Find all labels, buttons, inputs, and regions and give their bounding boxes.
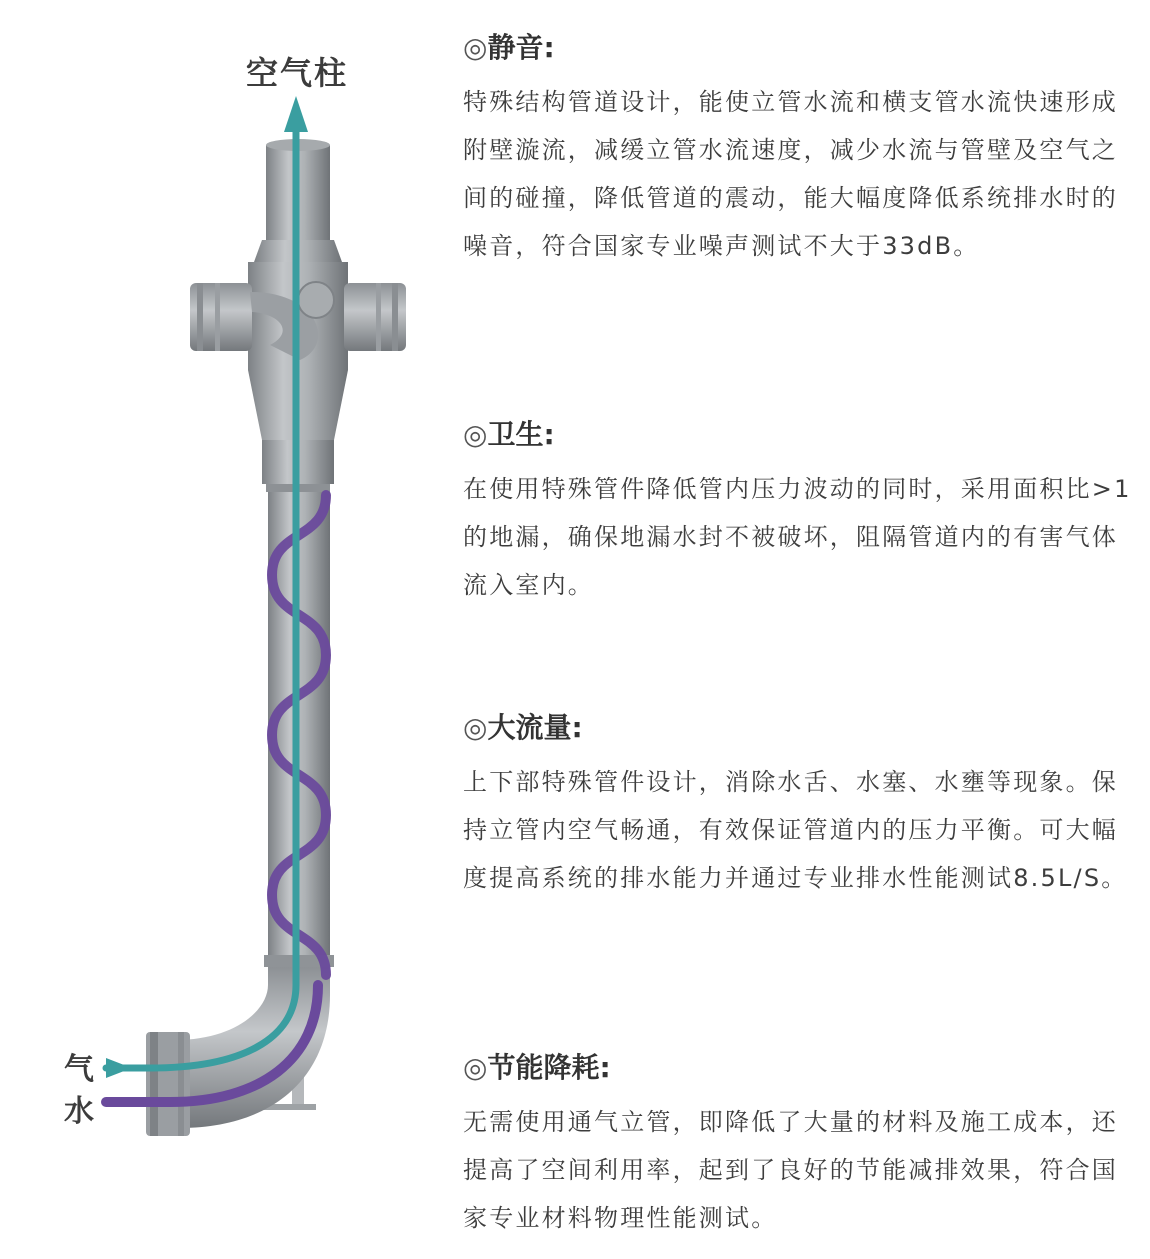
- gas-arrow-icon: [106, 1058, 132, 1078]
- circle-marker-icon: ◎: [463, 711, 488, 744]
- front-port: [298, 282, 334, 318]
- section-body: 无需使用通气立管，即降低了大量的材料及施工成本，还提高了空间利用率，起到了良好的节能减排效果，符合国家专业材料物理性能测试。: [463, 1108, 1118, 1232]
- air-column-label: 空气柱: [246, 54, 349, 92]
- section-title-text: 静音:: [487, 31, 555, 64]
- water-label: 水: [64, 1094, 94, 1129]
- section-body: 特殊结构管道设计，能使立管水流和横支管水流快速形成附壁漩流，减缓立管水流速度，减少水流与管壁及空气之间的碰撞，降低管道的震动，能大幅度降低系统排水时的噪音，符合国家专业噪声测试不大于33dB。: [463, 88, 1118, 260]
- section-title: [463, 708, 1133, 748]
- section-body: 在使用特殊管件降低管内压力波动的同时，采用面积比>1的地漏，确保地漏水封不被破坏，阻隔管道内的有害气体流入室内。: [463, 475, 1132, 599]
- circle-marker-icon: ◎: [463, 31, 488, 64]
- section-body: 上下部特殊管件设计，消除水舌、水塞、水壅等现象。保持立管内空气畅通，有效保证管道内的压力平衡。可大幅度提高系统的排水能力并通过专业排水性能测试8.5L/S。: [463, 768, 1128, 892]
- circle-marker-icon: ◎: [463, 418, 488, 451]
- air-arrow-icon: [284, 96, 308, 132]
- section-hygiene: [463, 415, 1133, 609]
- section-title-text: 卫生:: [487, 418, 555, 451]
- section-quiet: [463, 28, 1133, 270]
- pipe-diagram: [0, 0, 440, 1255]
- section-title: [463, 28, 1133, 68]
- gas-label: 气: [64, 1052, 94, 1087]
- section-title: [463, 1048, 1133, 1088]
- section-energy-saving: [463, 1048, 1133, 1242]
- section-title-text: 大流量:: [487, 711, 583, 744]
- circle-marker-icon: ◎: [463, 1051, 488, 1084]
- section-large-flow: [463, 708, 1133, 902]
- section-title-text: 节能降耗:: [487, 1051, 611, 1084]
- section-title: [463, 415, 1133, 455]
